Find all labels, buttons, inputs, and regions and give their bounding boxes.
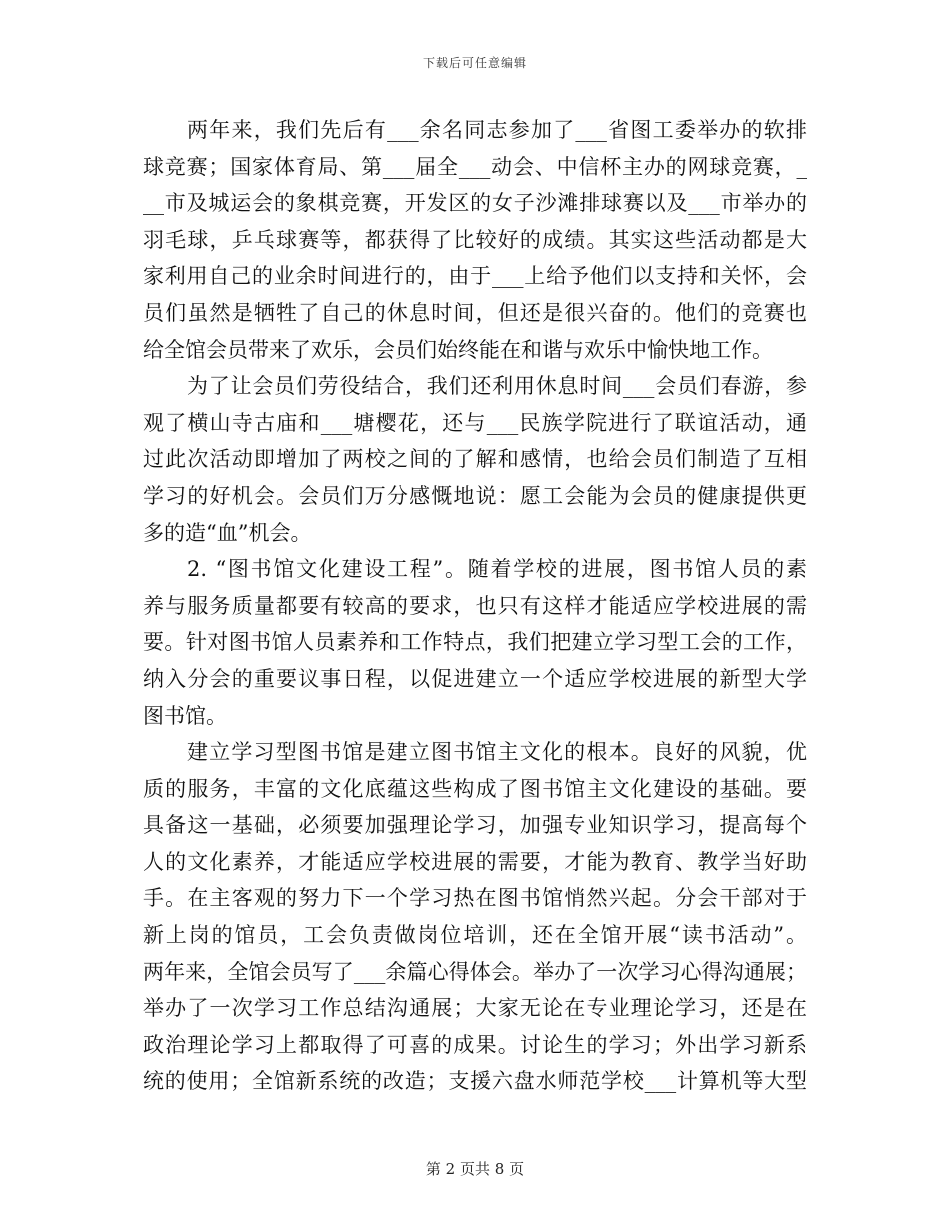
text-line: 新上岗的馆员，工会负责做岗位培训，还在全馆开展“读书活动”。 [143, 923, 807, 948]
text-line: 球竞赛；国家体育局、第___届全___动会、中信杯主办的网球竞赛，_ [143, 154, 807, 179]
text-line: 政治理论学习上都取得了可喜的成果。讨论生的学习；外出学习新系 [143, 1032, 807, 1057]
text-line: 过此次活动即增加了两校之间的了解和感情，也给会员们制造了互相 [143, 447, 807, 472]
text-line: 纳入分会的重要议事日程，以促进建立一个适应学校进展的新型大学 [143, 666, 807, 691]
text-line: __市及城运会的象棋竞赛，开发区的女子沙滩排球赛以及___市举办的 [143, 191, 807, 216]
text-line: 手。在主客观的努力下一个学习热在图书馆悄然兴起。分会干部对于 [143, 886, 807, 911]
text-line: 2. “图书馆文化建设工程”。随着学校的进展，图书馆人员的素 [187, 557, 807, 582]
text-line: 两年来，我们先后有___余名同志参加了___省图工委举办的软排 [187, 118, 807, 142]
text-line: 员们虽然是牺牲了自己的休息时间，但还是很兴奋的。他们的竞赛也 [143, 300, 807, 325]
document-body [143, 112, 807, 1100]
text-line: 图书馆。 [143, 703, 227, 728]
text-line: 统的使用；全馆新系统的改造；支援六盘水师范学校___计算机等大型 [143, 1069, 807, 1094]
text-line: 建立学习型图书馆是建立图书馆主文化的根本。良好的风貌，优 [187, 740, 807, 765]
text-line: 具备这一基础，必须要加强理论学习，加强专业知识学习，提高每个 [143, 813, 807, 838]
text-line: 观了横山寺古庙和___塘樱花，还与___民族学院进行了联谊活动，通 [143, 410, 807, 435]
page-number-footer: 第 2 页共 8 页 [425, 1160, 525, 1178]
text-line: 质的服务，丰富的文化底蕴这些构成了图书馆主文化建设的基础。要 [143, 776, 807, 801]
text-line: 养与服务质量都要有较高的要求，也只有这样才能适应学校进展的需 [143, 593, 807, 618]
text-line: 给全馆会员带来了欢乐，会员们始终能在和谐与欢乐中愉快地工作。 [143, 337, 773, 362]
page-header-note: 下载后可任意编辑 [422, 56, 527, 70]
text-line: 要。针对图书馆人员素养和工作特点，我们把建立学习型工会的工作， [143, 630, 807, 655]
text-line: 举办了一次学习工作总结沟通展；大家无论在专业理论学习，还是在 [143, 996, 807, 1021]
text-line: 两年来，全馆会员写了___余篇心得体会。举办了一次学习心得沟通展； [143, 959, 807, 984]
text-line: 多的造“血”机会。 [143, 520, 312, 545]
text-line: 为了让会员们劳役结合，我们还利用休息时间___会员们春游，参 [187, 374, 807, 399]
text-line: 羽毛球，乒乓球赛等，都获得了比较好的成绩。其实这些活动都是大 [143, 227, 807, 252]
text-line: 家利用自己的业余时间进行的，由于___上给予他们以支持和关怀，会 [143, 264, 807, 289]
text-line: 学习的好机会。会员们万分感慨地说：愿工会能为会员的健康提供更 [143, 483, 807, 508]
text-line: 人的文化素养，才能适应学校进展的需要，才能为教育、教学当好助 [143, 849, 807, 874]
